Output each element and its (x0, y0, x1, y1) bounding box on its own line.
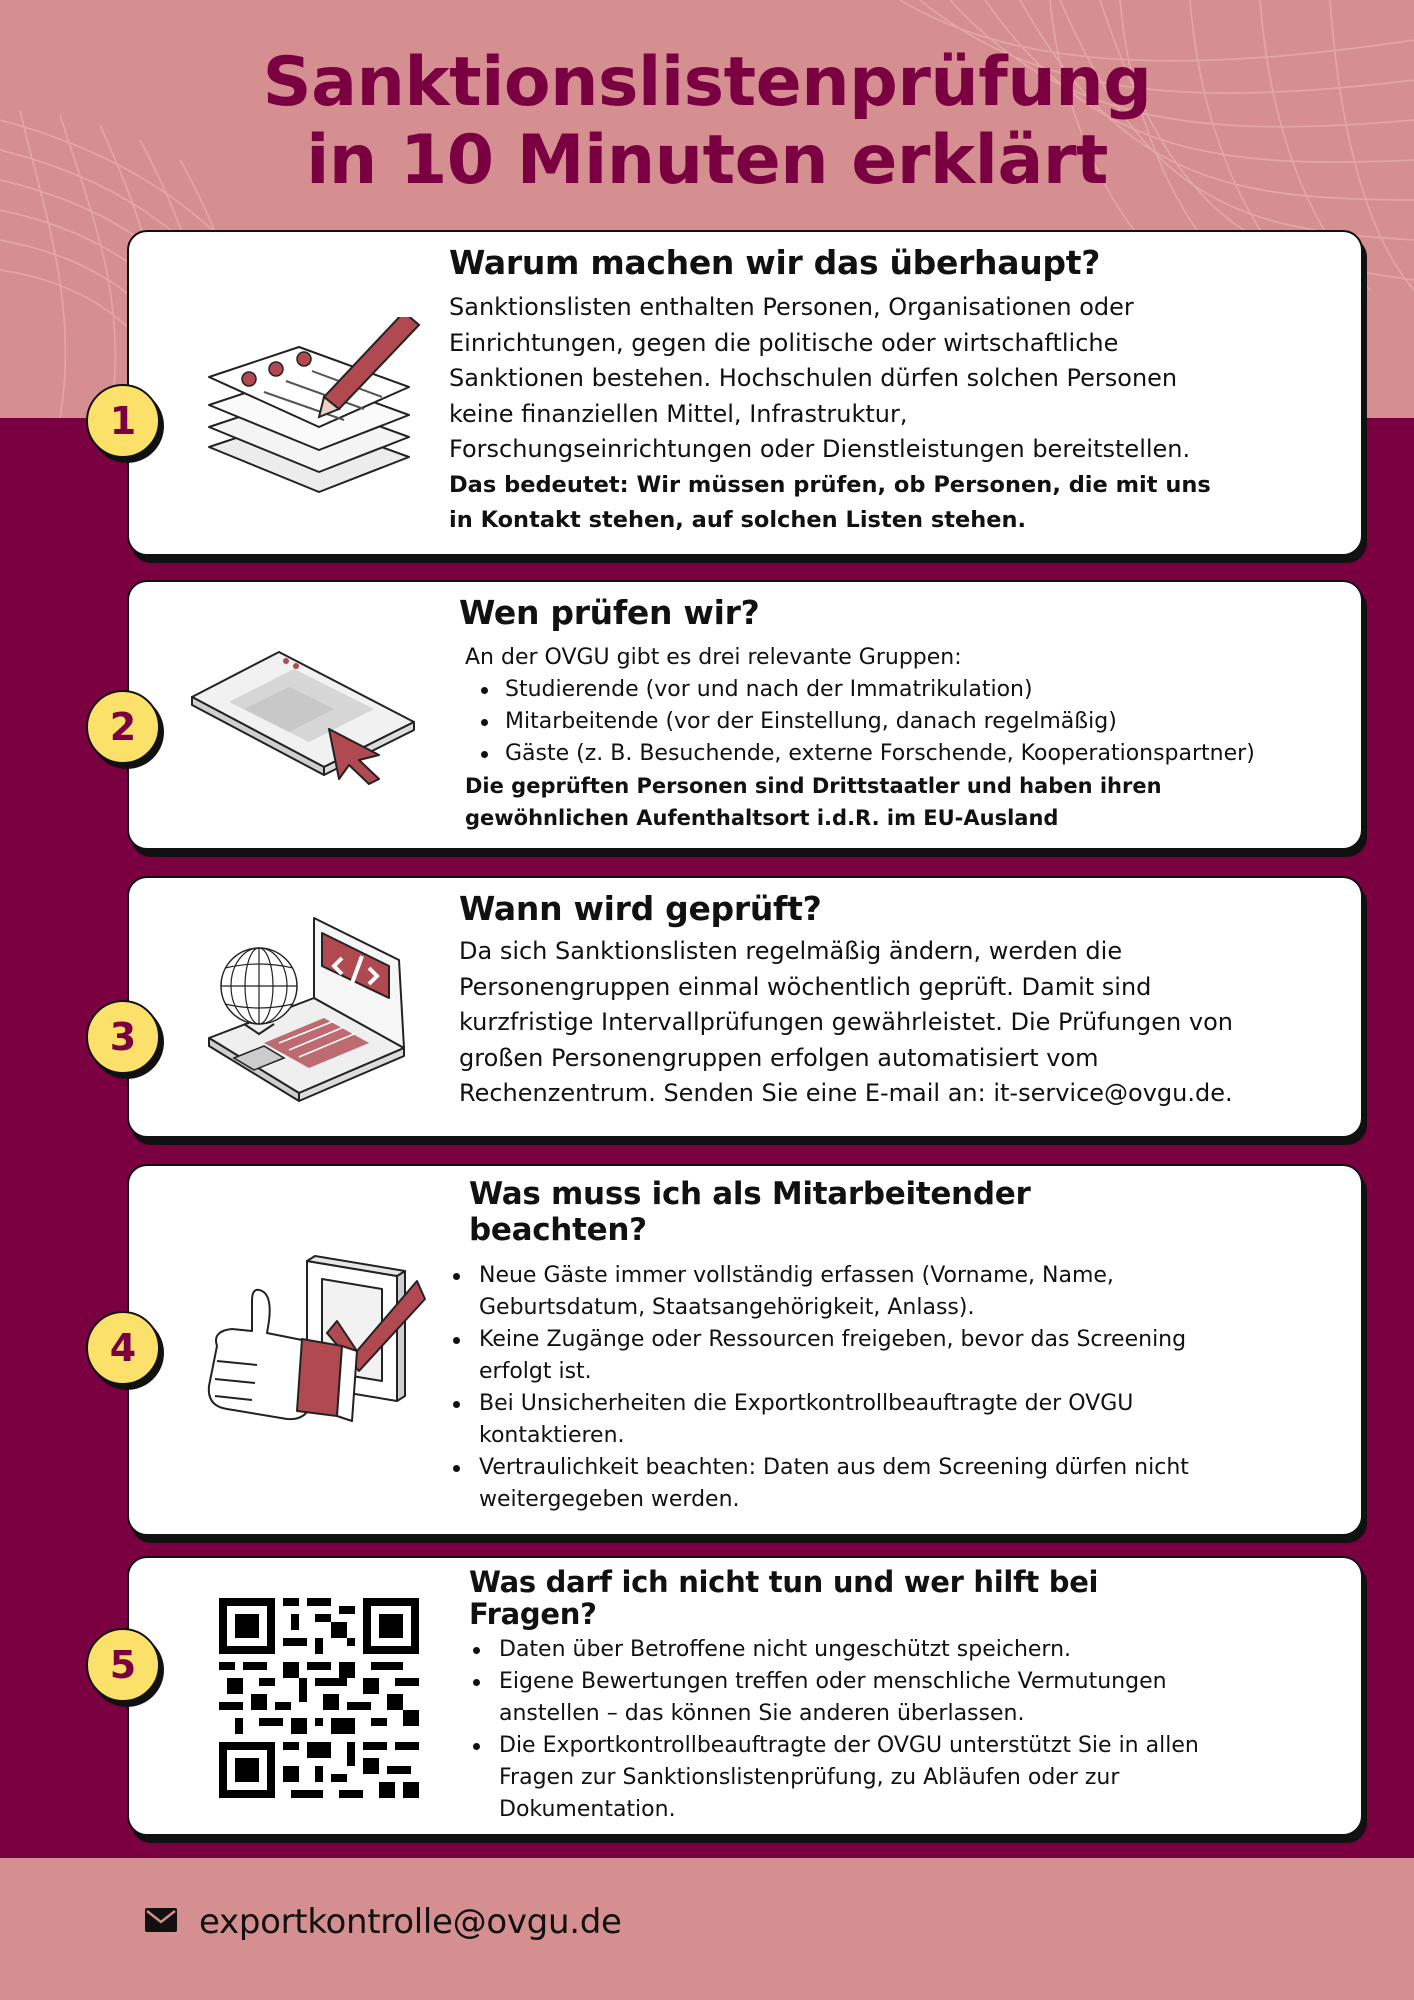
list-item (469, 1666, 1349, 1730)
laptop-globe-code-icon (204, 908, 414, 1122)
section-heading-line: Was muss ich als Mitarbeitender (469, 1176, 1031, 1212)
list-item-line: Fragen zur Sanktionslistenprüfung, zu Abläufen oder zur (499, 1765, 1120, 1790)
help-list (469, 1634, 1349, 1826)
section-heading: Wann wird geprüft? (459, 889, 822, 928)
list-item-line: Geburtsdatum, Staatsangehörigkeit, Anlass). (479, 1295, 975, 1320)
page-title-line-1: Sanktionslistenprüfung (262, 43, 1152, 122)
section-intro: An der OVGU gibt es drei relevante Gruppen: (465, 645, 962, 670)
section-card-5 (127, 1556, 1363, 1836)
page-title (0, 44, 1414, 200)
list-item-line: erfolgt ist. (479, 1359, 592, 1384)
list-item-line: Vertraulichkeit beachten: Daten aus dem Screening dürfen nicht (479, 1455, 1189, 1480)
thumbs-up-checkbox-icon (197, 1251, 427, 1455)
section-heading: Wen prüfen wir? (459, 593, 760, 632)
list-item: Studierende (vor und nach der Immatrikulation) (465, 674, 1359, 706)
list-item-line: Neue Gäste immer vollständig erfassen (Vorname, Name, (479, 1263, 1114, 1288)
section-text-line: keine finanziellen Mittel, Infrastruktur, (449, 399, 908, 428)
section-text-line: kurzfristige Intervallprüfungen gewährleistet. Die Prüfungen von (459, 1008, 1233, 1036)
list-item-line: kontaktieren. (479, 1423, 625, 1448)
section-heading: Warum machen wir das überhaupt? (449, 243, 1101, 282)
list-item-line: anstellen – das können Sie anderen überlassen. (499, 1701, 1025, 1726)
list-item-line: Bei Unsicherheiten die Exportkontrollbeauftragte der OVGU (479, 1391, 1134, 1416)
section-card-4 (127, 1164, 1363, 1536)
list-item (449, 1260, 1349, 1324)
section-bold-line: Die geprüften Personen sind Drittstaatler und haben ihren (465, 774, 1162, 798)
section-text-line: großen Personengruppen erfolgen automatisiert vom (459, 1043, 1099, 1072)
section-heading-line: Was darf ich nicht tun und wer hilft bei (469, 1565, 1099, 1599)
section-number-badge-1: 1 (86, 384, 160, 458)
page-title-line-2: in 10 Minuten erklärt (306, 121, 1108, 200)
section-text-line: Da sich Sanktionslisten regelmäßig ändern, werden die (459, 937, 1123, 965)
section-text-line: Sanktionen bestehen. Hochschulen dürfen solchen Personen (449, 364, 1178, 392)
list-item (449, 1452, 1349, 1516)
section-heading-line: Fragen? (469, 1597, 597, 1631)
envelope-icon (145, 1908, 177, 1936)
duties-list (449, 1260, 1349, 1516)
footer-contact (145, 1902, 622, 1942)
list-item (449, 1388, 1349, 1452)
section-bold-line: gewöhnlichen Aufenthaltsort i.d.R. im EU-Ausland (465, 806, 1059, 830)
section-5-content (469, 1566, 1349, 1826)
section-4-content (469, 1176, 1349, 1516)
section-bold-line: in Kontakt stehen, auf solchen Listen stehen. (449, 506, 1027, 533)
list-item: Mitarbeitende (vor der Einstellung, danach regelmäßig) (465, 706, 1359, 738)
section-bold-line: Das bedeutet: Wir müssen prüfen, ob Personen, die mit uns (449, 471, 1211, 498)
section-1-content (449, 244, 1349, 538)
checklist-pen-icon (204, 317, 424, 521)
list-item (469, 1730, 1349, 1826)
section-number-badge-3: 3 (86, 1000, 160, 1074)
section-heading-line: beachten? (469, 1212, 647, 1248)
list-item: Gäste (z. B. Besuchende, externe Forschende, Kooperationspartner) (465, 738, 1359, 770)
section-text-line: Personengruppen einmal wöchentlich geprüft. Damit sind (459, 972, 1152, 1001)
qr-code-icon[interactable] (219, 1598, 419, 1802)
section-number-badge-4: 4 (86, 1311, 160, 1385)
section-card-2 (127, 580, 1363, 850)
group-list (465, 674, 1359, 770)
section-text-line: Forschungseinrichtungen oder Dienstleistungen bereitstellen. (449, 435, 1191, 463)
section-text-line: Einrichtungen, gegen die politische oder wirtschaftliche (449, 328, 1119, 357)
section-2-content (459, 594, 1359, 834)
list-item-line: Eigene Bewertungen treffen oder menschliche Vermutungen (499, 1669, 1167, 1694)
list-item-line: weitergegeben werden. (479, 1487, 740, 1512)
list-item-line: Keine Zugänge oder Ressourcen freigeben, bevor das Screening (479, 1327, 1187, 1352)
footer-email-link[interactable]: exportkontrolle@ovgu.de (199, 1902, 622, 1942)
section-heading (469, 1566, 1349, 1630)
list-item-line: Die Exportkontrollbeauftragte der OVGU unterstützt Sie in allen (499, 1733, 1199, 1758)
section-heading (469, 1176, 1349, 1248)
section-card-1 (127, 230, 1363, 556)
list-item (469, 1634, 1349, 1666)
list-item-line: Dokumentation. (499, 1797, 676, 1822)
section-number-badge-5: 5 (86, 1628, 160, 1702)
list-item (449, 1324, 1349, 1388)
section-text-line: Sanktionslisten enthalten Personen, Organisationen oder (449, 293, 1134, 321)
list-item-line: Daten über Betroffene nicht ungeschützt speichern. (499, 1637, 1072, 1662)
section-text-line: Rechenzentrum. Senden Sie eine E-mail an: it-service@ovgu.de. (459, 1079, 1233, 1107)
browser-cursor-icon (184, 647, 424, 791)
section-number-badge-2: 2 (86, 690, 160, 764)
section-card-3 (127, 876, 1363, 1138)
section-3-content (459, 890, 1359, 1112)
